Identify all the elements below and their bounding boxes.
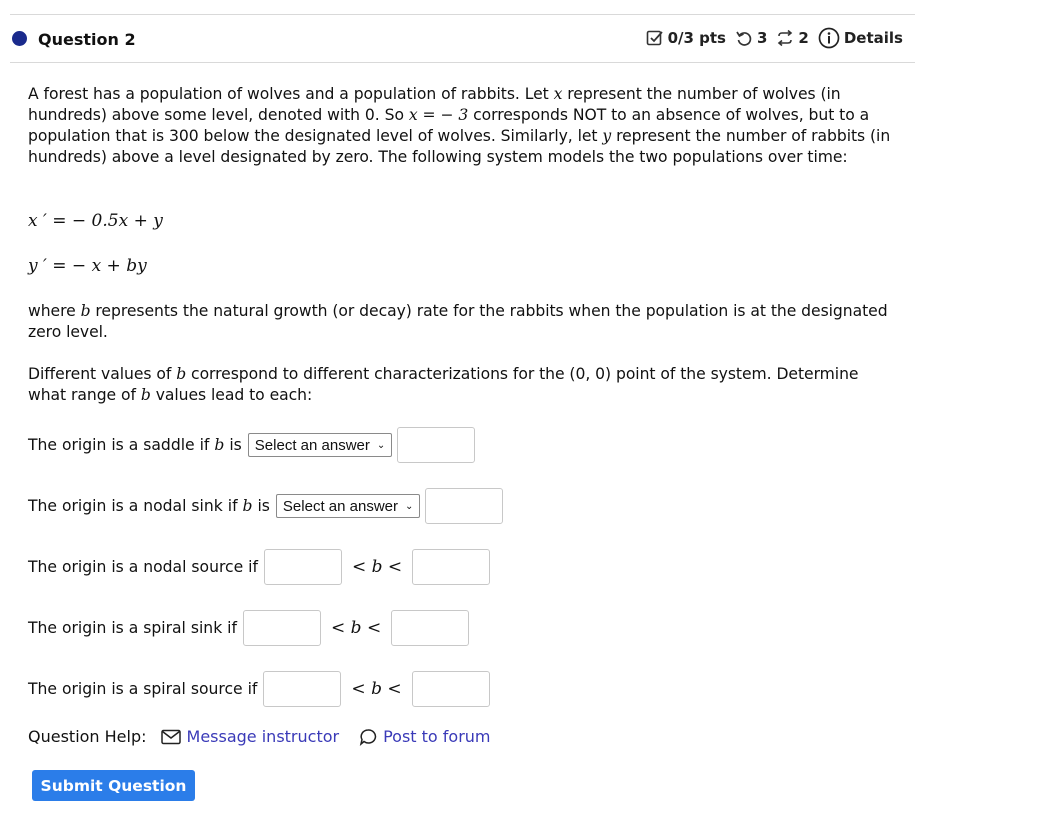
select-placeholder: Select an answer (282, 497, 398, 515)
points-indicator (646, 29, 726, 47)
var-b: b (80, 302, 91, 320)
p2-text-b: represents the natural growth (or decay) rate for the rabbits when the population is at the designated zero level. (28, 302, 888, 341)
nodal-sink-row (28, 488, 503, 524)
nodal-sink-value-input[interactable] (425, 488, 503, 524)
between-b: < b < (351, 557, 403, 577)
nodal-source-lower-input[interactable] (264, 549, 342, 585)
message-instructor-link[interactable] (161, 727, 340, 746)
post-to-forum-label: Post to forum (383, 727, 491, 746)
equation-x-prime: x ′ = − 0.5x + y (28, 211, 163, 231)
question-help-label: Question Help: (28, 727, 147, 746)
spiral-source-row (28, 671, 490, 707)
p1-text-c: corresponds NOT to an absence of wolves, but to a population that is 300 below the designated level of wolves. Similarly, let (28, 106, 870, 145)
nodal-source-row (28, 549, 490, 585)
undo-icon (735, 29, 753, 47)
problem-paragraph-2 (28, 301, 898, 343)
envelope-icon (161, 729, 181, 745)
retry-icon (776, 29, 794, 47)
p3-text-a: Different values of (28, 365, 177, 383)
nodal-sink-label: The origin is a nodal sink if (28, 497, 243, 515)
equation-y-prime: y ′ = − x + by (28, 256, 147, 276)
p3-text-c: values lead to each: (150, 386, 313, 404)
p1-text-a: A forest has a population of wolves and a population of rabbits. Let (28, 85, 554, 103)
info-icon (818, 27, 840, 49)
spiral-sink-upper-input[interactable] (391, 610, 469, 646)
var-y: y (602, 127, 612, 145)
is-word: is (252, 497, 270, 515)
retries-count: 2 (798, 29, 809, 47)
spiral-source-label: The origin is a spiral source if (28, 680, 258, 698)
spiral-source-upper-input[interactable] (412, 671, 490, 707)
question-title: Question 2 (38, 30, 136, 49)
math-x-eq-neg3: x = − 3 (408, 106, 469, 124)
p3-text-b: correspond to different characterizations for the (0, 0) point of the system. Determine what range of (28, 365, 859, 404)
var-b: b (140, 386, 151, 404)
question-header (10, 24, 915, 63)
spiral-sink-label: The origin is a spiral sink if (28, 619, 238, 637)
saddle-value-input[interactable] (397, 427, 475, 463)
nodal-source-label: The origin is a nodal source if (28, 558, 258, 576)
speech-bubble-icon (359, 728, 377, 746)
details-toggle[interactable] (818, 27, 903, 49)
submit-question-button[interactable]: Submit Question (32, 770, 195, 801)
select-placeholder: Select an answer (254, 436, 370, 454)
nodal-sink-select[interactable] (276, 494, 420, 518)
post-to-forum-link[interactable] (359, 727, 490, 746)
saddle-label: The origin is a saddle if (28, 436, 215, 454)
retries-indicator (776, 29, 808, 47)
chevron-down-icon: ⌄ (405, 500, 414, 512)
question-status-dot (12, 31, 27, 46)
message-instructor-label: Message instructor (186, 727, 340, 746)
problem-paragraph-1 (28, 84, 898, 168)
attempts-count: 3 (756, 29, 768, 47)
p2-text-a: where (28, 302, 81, 320)
p1-text-d: represent the number of rabbits (in hundreds) above a level designated by zero. The following system models the two populations over time: (28, 127, 891, 166)
saddle-row (28, 427, 475, 463)
nodal-source-upper-input[interactable] (412, 549, 490, 585)
chevron-down-icon: ⌄ (376, 439, 386, 451)
checkbox-icon (646, 29, 664, 47)
var-b: b (176, 365, 187, 383)
p1-text-b: represent the number of wolves (in hundreds) above some level, denoted with 0. So (28, 85, 841, 124)
top-divider (10, 14, 915, 15)
var-x: x (553, 85, 563, 103)
details-label: Details (843, 29, 903, 47)
spiral-sink-row (28, 610, 469, 646)
spiral-sink-lower-input[interactable] (243, 610, 321, 646)
points-text: 0/3 pts (667, 29, 726, 47)
between-b: < b < (351, 679, 402, 699)
between-b: < b < (331, 618, 382, 638)
saddle-select[interactable] (248, 433, 392, 457)
var-b: b (242, 497, 253, 515)
attempts-indicator (735, 29, 767, 47)
problem-paragraph-3 (28, 364, 898, 406)
question-help (28, 727, 511, 746)
is-word: is (224, 436, 242, 454)
spiral-source-lower-input[interactable] (263, 671, 341, 707)
question-meta (637, 27, 903, 49)
var-b: b (214, 436, 225, 454)
